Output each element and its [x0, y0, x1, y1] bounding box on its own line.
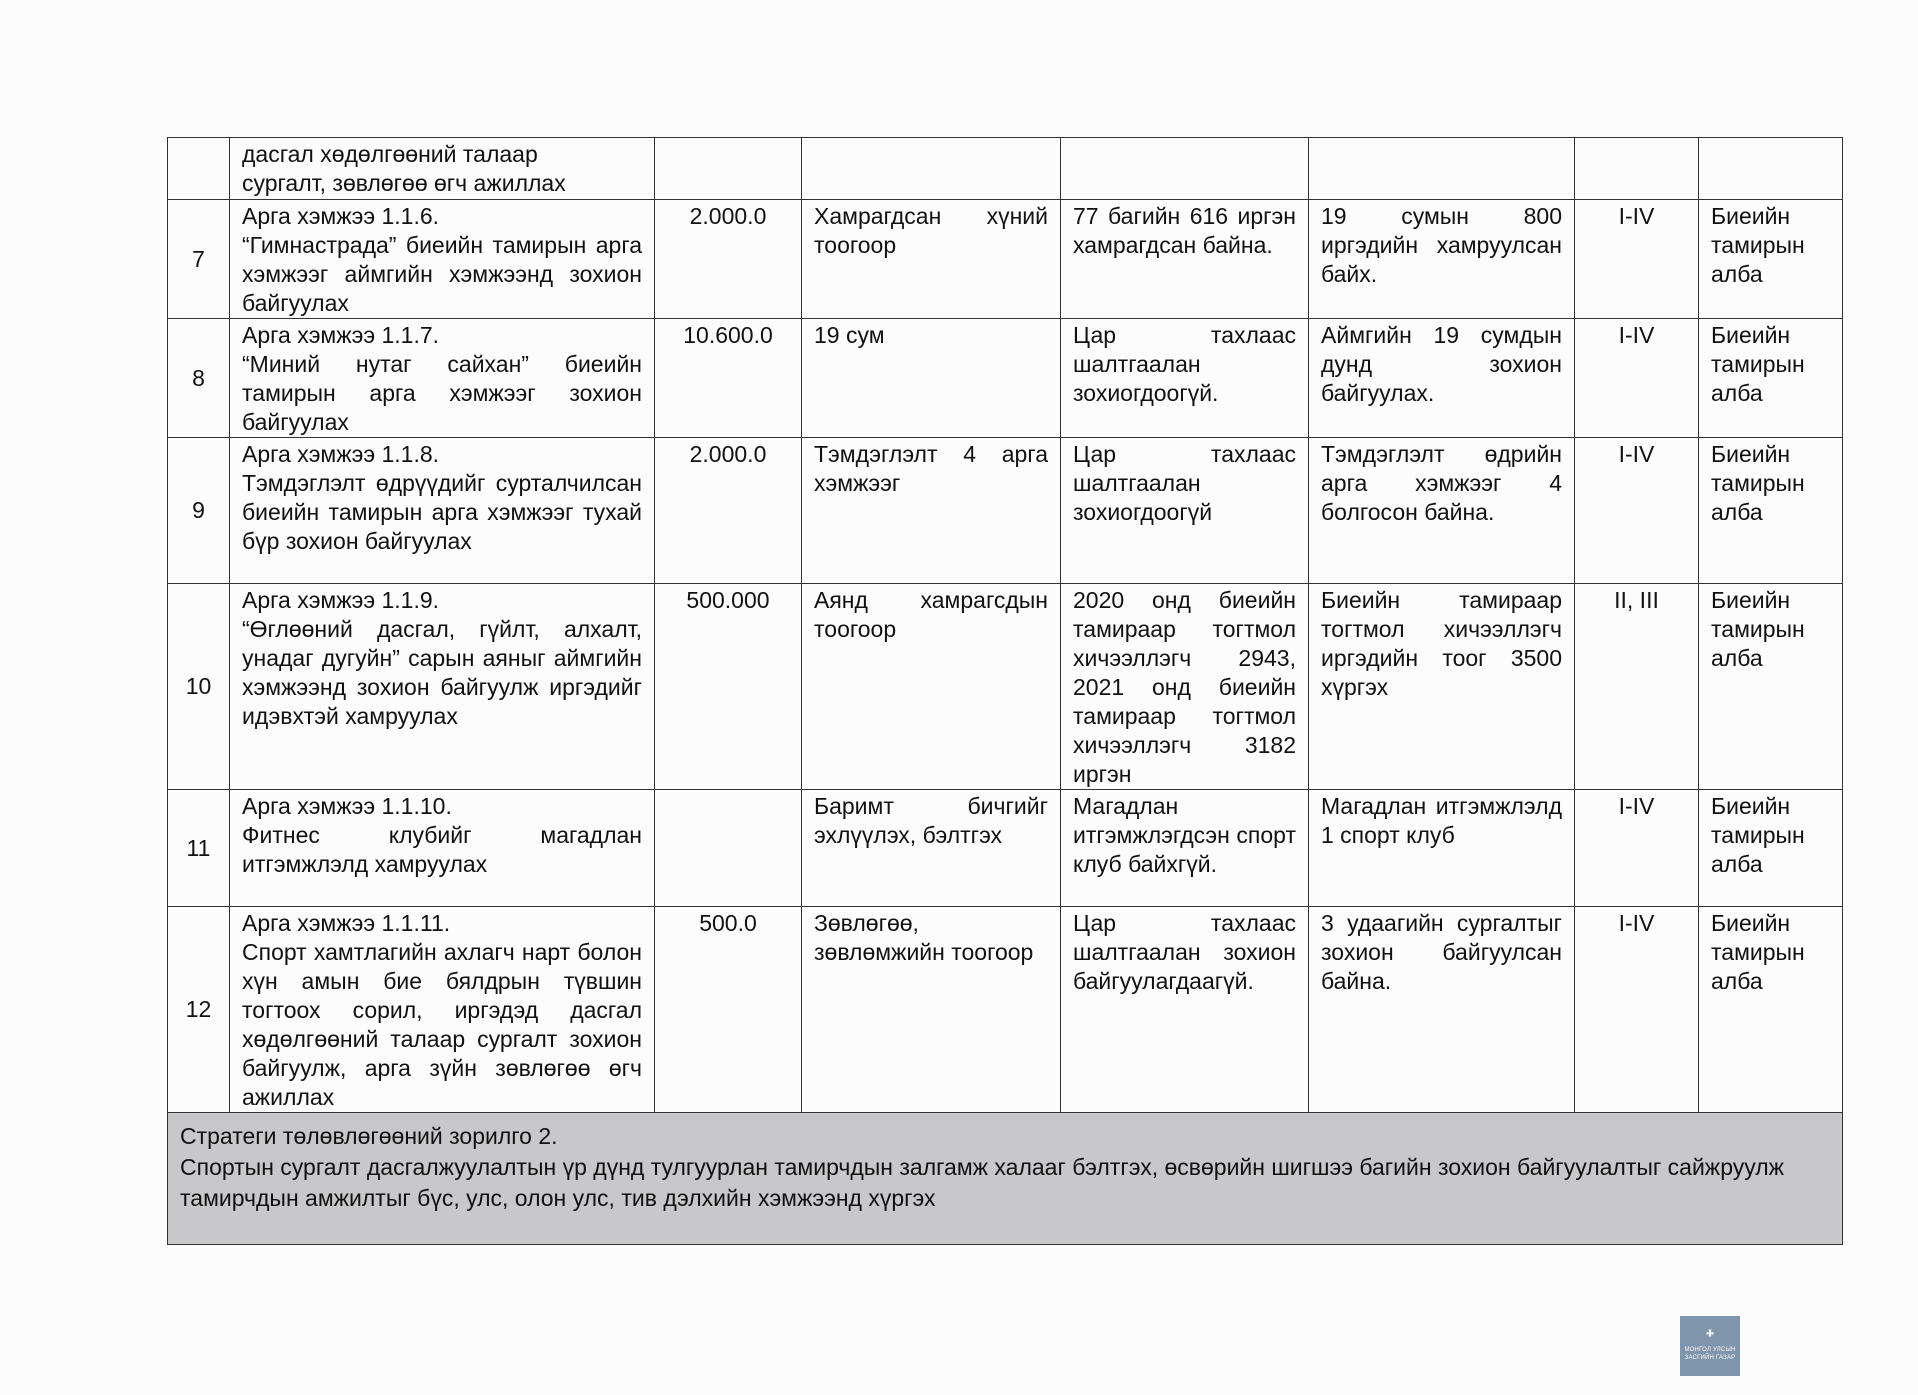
baseline-cell: 77 багийн 616 иргэн хамрагдсан байна.: [1061, 200, 1309, 319]
period-cell: I-IV: [1575, 907, 1699, 1113]
table-row: [168, 319, 1843, 438]
baseline-cell: [1061, 138, 1309, 200]
budget-cell: 2.000.0: [655, 200, 802, 319]
activity-line: сургалт, зөвлөгөө өгч ажиллах: [242, 170, 566, 196]
row-number: [168, 138, 230, 200]
period-cell: I-IV: [1575, 438, 1699, 584]
responsible-cell: Биеийн тамирын алба: [1699, 584, 1843, 790]
activity-line: Арга хэмжээ 1.1.10.: [242, 793, 452, 819]
responsible-cell: Биеийн тамирын алба: [1699, 200, 1843, 319]
activity-line: Арга хэмжээ 1.1.8.: [242, 441, 440, 467]
baseline-cell: Магадлан итгэмжлэгдсэн спорт клуб байхгүй.: [1061, 790, 1309, 907]
indicator-cell: [802, 138, 1061, 200]
target-cell: [1309, 138, 1575, 200]
responsible-cell: Биеийн тамирын алба: [1699, 790, 1843, 907]
table-row: [168, 138, 1843, 200]
target-cell: Тэмдэглэлт өдрийн арга хэмжээг 4 болгосон байна.: [1309, 438, 1575, 584]
responsible-cell: Биеийн тамирын алба: [1699, 319, 1843, 438]
row-number: 11: [168, 790, 230, 907]
budget-cell: [655, 138, 802, 200]
responsible-cell: Биеийн тамирын алба: [1699, 907, 1843, 1113]
target-cell: 19 сумын 800 иргэдийн хамруулсан байх.: [1309, 200, 1575, 319]
responsible-cell: Биеийн тамирын алба: [1699, 438, 1843, 584]
table-row: [168, 907, 1843, 1113]
activity-cell: [230, 319, 655, 438]
target-cell: Биеийн тамираар тогтмол хичээллэгч иргэдийн тоог 3500 хүргэх: [1309, 584, 1575, 790]
period-cell: I-IV: [1575, 200, 1699, 319]
budget-cell: [655, 790, 802, 907]
row-number: 9: [168, 438, 230, 584]
table-row: [168, 790, 1843, 907]
row-number: 10: [168, 584, 230, 790]
row-number: 8: [168, 319, 230, 438]
activity-line: Арга хэмжээ 1.1.7.: [242, 322, 440, 348]
activity-line: Арга хэмжээ 1.1.11.: [242, 910, 451, 936]
soyombo-emblem-icon: ᛭: [1703, 1321, 1717, 1346]
indicator-cell: Хамрагдсан хүний тоогоор: [802, 200, 1061, 319]
strategic-goal-row: [168, 1113, 1843, 1245]
target-cell: Аймгийн 19 сумдын дунд зохион байгуулах.: [1309, 319, 1575, 438]
baseline-cell: Цар тахлаас шалтгаалан зохион байгуулагдаагүй.: [1061, 907, 1309, 1113]
stamp-line: ЗАСГИЙН ГАЗАР: [1684, 1355, 1736, 1361]
period-cell: I-IV: [1575, 790, 1699, 907]
activity-line: “Гимнастрада” биеийн тамирын арга хэмжээг аймгийн хэмжээнд зохион байгуулах: [242, 232, 642, 316]
target-cell: Магадлан итгэмжлэлд 1 спорт клуб: [1309, 790, 1575, 907]
government-stamp: [1680, 1316, 1740, 1376]
table-row: [168, 200, 1843, 319]
period-cell: [1575, 138, 1699, 200]
activity-cell: [230, 584, 655, 790]
activity-line: Арга хэмжээ 1.1.9.: [242, 587, 440, 613]
period-cell: II, III: [1575, 584, 1699, 790]
baseline-cell: Цар тахлаас шалтгаалан зохиогдоогүй.: [1061, 319, 1309, 438]
activity-cell: [230, 790, 655, 907]
indicator-cell: Баримт бичгийг эхлүүлэх, бэлтгэх: [802, 790, 1061, 907]
budget-cell: 10.600.0: [655, 319, 802, 438]
strategic-goal-cell: [168, 1113, 1843, 1245]
row-number: 7: [168, 200, 230, 319]
activity-cell: [230, 907, 655, 1113]
activity-line: Тэмдэглэлт өдрүүдийг сурталчилсан биеийн тамирын арга хэмжээг тухай бүр зохион байгуулах: [242, 470, 642, 554]
responsible-cell: [1699, 138, 1843, 200]
activity-plan-table: [167, 137, 1843, 1245]
indicator-cell: Зөвлөгөө, зөвлөмжийн тоогоор: [802, 907, 1061, 1113]
row-number: 12: [168, 907, 230, 1113]
indicator-cell: Тэмдэглэлт 4 арга хэмжээг: [802, 438, 1061, 584]
activity-line: дасгал хөдөлгөөний талаар: [242, 141, 538, 167]
table-row: [168, 584, 1843, 790]
indicator-cell: 19 сум: [802, 319, 1061, 438]
activity-cell: [230, 138, 655, 200]
budget-cell: 500.0: [655, 907, 802, 1113]
activity-line: “Өглөөний дасгал, гүйлт, алхалт, унадаг дугуйн” сарын аяныг аймгийн хэмжээнд зохион байгуулж иргэдийг идэвхтэй хамруулах: [242, 616, 642, 729]
activity-cell: [230, 438, 655, 584]
activity-cell: [230, 200, 655, 319]
baseline-cell: Цар тахлаас шалтгаалан зохиогдоогүй: [1061, 438, 1309, 584]
target-cell: 3 удаагийн сургалтыг зохион байгуулсан байна.: [1309, 907, 1575, 1113]
activity-line: Фитнес клубийг магадлан итгэмжлэлд хамруулах: [242, 822, 642, 877]
activity-line: “Миний нутаг сайхан” биеийн тамирын арга хэмжээг зохион байгуулах: [242, 351, 642, 435]
budget-cell: 500.000: [655, 584, 802, 790]
baseline-cell: 2020 онд биеийн тамираар тогтмол хичээллэгч 2943, 2021 онд биеийн тамираар тогтмол хичээллэгч 3182 иргэн: [1061, 584, 1309, 790]
activity-line: Спорт хамтлагийн ахлагч нарт болон хүн амын бие бялдрын түвшин тогтоох сорил, иргэдэд дасгал хөдөлгөөний талаар сургалт зохион байгуулж, арга зүйн зөвлөгөө өгч ажиллах: [242, 939, 642, 1110]
table-row: [168, 438, 1843, 584]
indicator-cell: Аянд хамрагсдын тоогоор: [802, 584, 1061, 790]
budget-cell: 2.000.0: [655, 438, 802, 584]
stamp-line: МОНГОЛ УЛСЫН: [1684, 1347, 1736, 1353]
goal-heading: Стратеги төлөвлөгөөний зорилго 2.: [180, 1123, 558, 1149]
goal-text: Спортын сургалт дасгалжуулалтын үр дүнд тулгуурлан тамирчдын залгамж халааг бэлтгэх, өсвөрийн шигшээ багийн зохион байгуулалтыг сайжруулж тамирчдын амжилтыг бүс, улс, олон улс, тив дэлхийн хэмжээнд хүргэх: [180, 1154, 1785, 1211]
activity-line: Арга хэмжээ 1.1.6.: [242, 203, 440, 229]
period-cell: I-IV: [1575, 319, 1699, 438]
